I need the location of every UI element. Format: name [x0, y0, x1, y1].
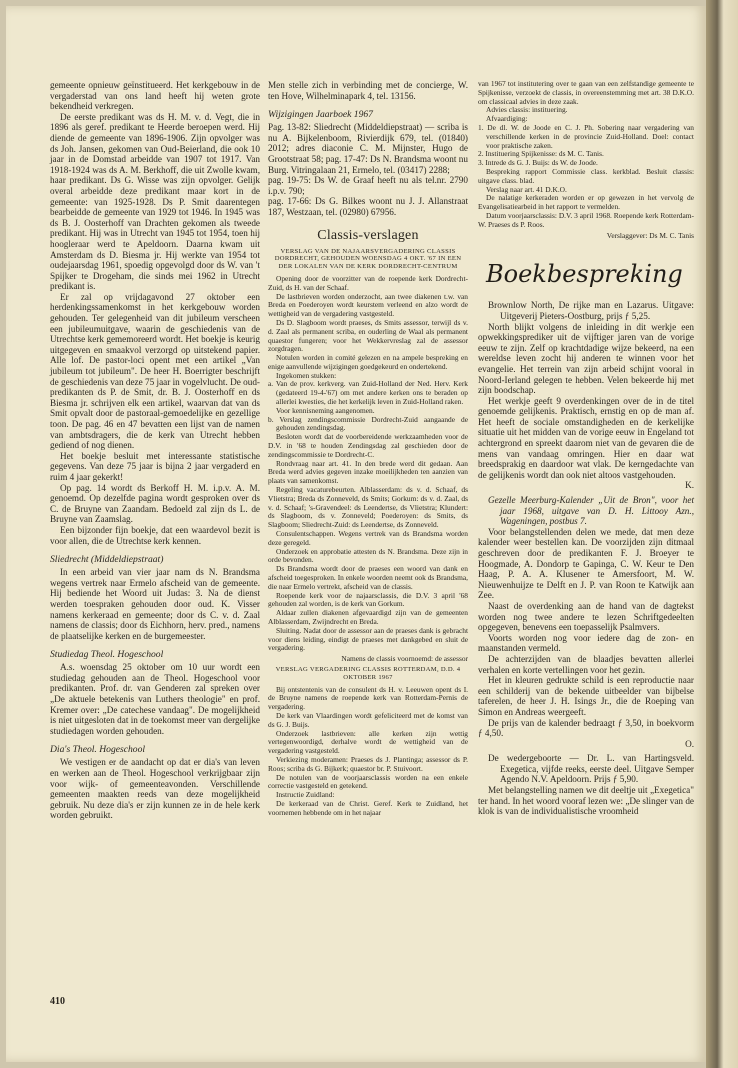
report-signature: Namens de classis voornoemd: de assessor [341, 654, 468, 664]
paragraph: North blijkt volgens de inleiding in dit werkje een opwekkingsprediker uit de vijftiger jaren van de vorige eeuw te zijn. Zelf op krachtdadige wijze bekeerd, na een wereldse leven zocht hij anderen te winnen voor het evangelie. Het terrein van zijn arbeid schijnt vooral in Noord-Ierland gelegen te hebben. Velen bekeerde hij met zijn boodschap. [478, 321, 694, 396]
report-line: Sluiting. Nadat door de assessor aan de praeses dank is gebracht voor diens leiding, eindigt de praeses met dankgebed en sluit de vergadering. [268, 625, 468, 653]
paragraph: De prijs van de kalender bedraagt ƒ 3,50, in boekvorm ƒ 4,50. [478, 717, 694, 739]
paragraph: Een bijzonder fijn boekje, dat een waardevol bezit is voor allen, die de Utrechtse kerk kennen. [50, 524, 260, 546]
report-line: De nalatige kerkeraden worden er op gewezen in het vervolg de Evangelisatiearbeid in het rapport te vermelden. [478, 193, 694, 212]
paragraph: De achterzijden van de blaadjes bevatten allerlei verhalen en korte vertellingen voor het gezin. [478, 653, 694, 675]
paragraph: Men stelle zich in verbinding met de concierge, W. ten Hove, Wilhelminapark 4, tel. 13156. [268, 80, 468, 101]
paragraph: Er zal op vrijdagavond 27 oktober een herdenkingssamenkomst in het kerkgebouw worden gehouden. Ter gelegenheid van dit jubileum verscheen een jubileumuitgave, waarin de geschiedenis van de Utrechtse kerk gememoreerd wordt. Het boekje is keurig uitgegeven en smaakvol verzorgd op uitstekend papier. Alle lof. De pastor-loci opent met een artikel „Van jubileum tot jubileum". De heer H. Boerrigter beschrijft de geschiedenis van deze 75 jaar in vogelvlucht. De oud-predikanten ds P. de Smit, dr. B. J. Oosterhoff en ds Biesma jr. schrijven elk een artikel, waarvan dat van ds Smit opvalt door de pastoraal-gemoedelijke en gezellige toon. De pag. 46 en 47 bevatten een lijst van de namen van ambtsdragers, die de kerk van Utrecht hebben gediend of nog dienen. [50, 291, 260, 451]
report-line: Onderzoek en approbatie attesten ds N. Brandsma. Deze zijn in orde bevonden. [268, 546, 468, 565]
report-line: Opening door de voorzitter van de roepende kerk Dordrecht-Zuid, ds H. van der Schaaf. [268, 273, 468, 292]
report-line: De kerkeraad van de Christ. Geref. Kerk te Zuidland, het voornemen hebbende om in het najaar [268, 798, 468, 817]
paragraph: Pag. 13-82: Sliedrecht (Middeldiepstraat) — scriba is nu A. Bijkelenboom, Rivierdijk 679, tel. (01840) 2012; adres diaconie C. M. Mijnster, Hugo de Grootstraat 58; pag. 17-47: Ds N. Brandsma woont nu Burg. Vitringalaan 21, Ermelo, tel. (03417) 2288; [268, 122, 468, 175]
page-number: 410 [50, 996, 65, 1007]
section-title-boekbespreking: Boekbespreking [486, 260, 683, 289]
report-line: Ds Brandsma wordt door de praeses een woord van dank en afscheid toegesproken. In enkele woorden neemt ook ds Brandsma, die naar Ermelo vertrekt, afscheid van de classis. [268, 564, 468, 591]
book-heading: Gezelle Meerburg-Kalender „Uit de Bron", voor het jaar 1968, uitgave van D. H. Littooy Azn., Wageningen, postbus 7. [488, 495, 694, 527]
report-line: Instructie Zuidland: [276, 790, 335, 800]
report-line: Consulentschappen. Wegens vertrek van ds Brandsma worden deze geregeld. [268, 529, 468, 547]
report-line: Datum voorjaarsclassis: D.V. 3 april 1968. Roepende kerk Rotterdam-W. Praeses ds P. Roos. [478, 210, 694, 229]
paragraph: De eerste predikant was ds H. M. v. d. Vegt, die in 1896 als geref. predikant te Heerde beroepen werd. Hij diende de gemeente van 1896-1906. Zijn opvolger was ds Joh. Jansen, gekomen van Oud-Beierland, die ook 10 jaar in de Domstad arbeidde van 1907 tot 1917. Van 1918-1924 was ds A. M. Berkhoff, die uit Zwolle kwam, haar predikant. Ds G. Wisse was zijn opvolger. Gelijk overal arbeidde deze predikant maar kort in de gemeente: van 1925-1928. Ds P. Smit daarentegen bearbeidde de gemeente van 1929 tot 1946. In 1945 was ds B. J. Oosterhoff van Drachten gekomen als tweede predikant. Hij was in Utrecht van 1945 tot 1954, toen hij hoogleraar werd te Apeldoorn. Daarna kwam uit Amsterdam ds D. Biesma jr. Hij werkte van 1954 tot oudejaarsdag 1961, spoedig opgevolgd door ds W. van 't Spijker te Drogeham, die sinds mei 1962 in Utrecht predikant is. [50, 111, 260, 292]
paragraph: Op pag. 14 wordt ds Berkoff H. M. i.p.v. A. M. genoemd. Op dezelfde pagina wordt gesproken over ds C. de Bruyne van Zaandam. Bedoeld zal zijn ds L. de Bruyne van Zaamslag. [50, 482, 260, 525]
report-line: Onderzoek lastbrieven: alle kerken zijn wettig vertegenwoordigd, derhalve wordt de wettigheid van de vergadering vastgesteld. [268, 728, 468, 756]
paragraph: pag. 17-66: Ds G. Bilkes woont nu J. J. Allanstraat 187, Westzaan, tel. (02980) 67956. [268, 196, 468, 217]
paragraph: Met belangstelling namen we dit deeltje uit „Exegetica" ter hand. In het woord vooraf lezen we: „De slinger van de klok is van de individualistische vroomheid [478, 785, 694, 817]
report-line: Afvaardiging: [486, 114, 528, 124]
review-initial: K. [685, 480, 694, 491]
paragraph: A.s. woensdag 25 oktober om 10 uur wordt een studiedag gehouden aan de Theol. Hogeschool voor predikanten. Prof. dr. van Genderen zal spreken over „De aktuele betekenis van Luthers theologie" en prof. Kremer over: „De catechese vandaag". De mogelijkheid is niet uitgesloten dat in de toekomst meer van dergelijke studiedagen worden gehouden. [50, 662, 260, 736]
report-line: Regeling vacaturebeurten. Alblasserdam: ds v. d. Schaaf, ds Vlietstra; Breda ds Zonneveld, ds Smits; Gorkum: ds v. d. Zaal, ds v. d. Schaaf; 's-Gravendeel: ds Leendertse, ds Vlietstra; Klundert: ds Slagboom, ds v. Zonneveld; Poederoyen: ds Smits, ds Slagboom; Sliedrecht-Zuid: ds Leendertse, ds Zonneveld. [268, 485, 468, 530]
book-heading: De wedergeboorte — Dr. L. van Hartingsveld. Exegetica, vijfde reeks, eerste deel. Uitgave Semper Agendo N.V. Apeldoorn. Prijs ƒ 5,90. [488, 753, 694, 785]
paragraph: Het in kleuren gedrukte schild is een reproductie naar een schilderij van de bekende uitbeelder van bijbelse taferelen, de heer J. H. Isings Jr., die de Roeping van Simon en Andreas weergeeft. [478, 675, 694, 717]
report-line: Roepende kerk voor de najaarsclassis, die D.V. 3 april '68 gehouden zal worden, is de kerk van Gorkum. [268, 590, 468, 609]
paragraph: Voor belangstellenden delen we mede, dat men deze kalender weer bestellen kan. De voorzijden zijn ditmaal geschreven door de predikanten F. J. Broeyer te Hoogmade, A. Dondorp te Gapinga, C. W. Keur te Den Haag, P. A. A. Klusener te Amersfoort, M. W. Nieuwenhuijze te Delft en J. P. van Roon te Katwijk aan Zee. [478, 526, 694, 601]
paragraph: Het boekje besluit met interessante statistische gegevens. Van deze 75 jaar is bijna 2 jaar vergaderd en ruim 4 jaar gekerkt! [50, 450, 260, 482]
report-line: Advies classis: instituering. [486, 105, 568, 115]
report-line: Ds D. Slagboom wordt praeses, ds Smits assessor, terwijl ds v. d. Zaal als permanent scriba, en ouderling de Waal als permanent quaestor fungeren; voor het Wekkervreslag zal de assessor zorgdragen. [268, 317, 468, 354]
section-heading-dias: Dia's Theol. Hogeschool [50, 744, 146, 756]
report-line: 3. Intrede ds G. J. Buijs: ds W. de Joode. [478, 158, 598, 168]
review-initial: O. [685, 738, 694, 749]
section-heading-sliedrecht: Sliedrecht (Middeldiepstraat) [50, 554, 164, 566]
column-right [478, 80, 694, 817]
paragraph: We vestigen er de aandacht op dat er dia's van leven en werken aan de Theol. Hogeschool verkrijgbaar zijn voor wijk- of gemeenteavonden. Verschillende gemeenten maakten reeds van deze mogelijkheid gebruik. Nu deze dia's er zijn kunnen ze in de hele kerk worden gebruikt. [50, 757, 260, 821]
report-heading-dordrecht: VERSLAG VAN DE NAJAARSVERGADERING CLASSIS DORDRECHT, GEHOUDEN WOENSDAG 4 OKT. '67 IN EEN DER LOKALEN VAN DE KERK DORDRECHT-CENTRUM [274, 247, 462, 271]
report-line: Notulen worden in comité gelezen en na ampele bespreking en enige aanvullende wijzigingen goedgekeurd en ondertekend. [268, 353, 468, 371]
report-line: Aldaar zullen diakenen afgevaardigd zijn van de gemeenten Alblasserdam, Zwijndrecht en Breda. [268, 608, 468, 626]
paragraph: gemeente opnieuw geïnstitueerd. Het kerkgebouw in de vergaderstad van ons land heeft hij weten grote bekendheid verkregen. [50, 80, 260, 112]
section-heading-wijzigingen: Wijzigingen Jaarboek 1967 [268, 109, 373, 121]
report-line: van 1967 tot institutering over te gaan van een zelfstandige gemeente te Spijkenisse, verzoekt de classis, in overeenstemming met art. 38 D.K.O. om classicaal advies in deze zaak. [478, 79, 694, 106]
report-line: b. Verslag zendingscommissie Dordrecht-Zuid aangaande de gehouden zendingsdag. [268, 414, 468, 433]
report-line: De notulen van de voorjaarsclassis worden na een enkele correctie vastgesteld en getekend. [268, 772, 468, 791]
report-line: Besloten wordt dat de voorbereidende werkzaamheden voor de D.V. in '68 te houden Zendingsdag zal geschieden door de zendingscommissie te Dordrecht-C. [268, 432, 468, 459]
report-line: 1. De dl. W. de Joode en C. J. Ph. Sobering naar vergadering van verschillende kerken in de provincie Zuid-Holland. Doel: contact voor praktische zaken. [478, 122, 694, 150]
section-title-classis: Classis-verslagen [317, 227, 419, 243]
section-heading-studiedag: Studiedag Theol. Hogeschool [50, 649, 164, 661]
book-heading: Brownlow North, De rijke man en Lazarus. Uitgave: Uitgeverij Pieters-Oostburg, prijs ƒ 5,25. [488, 300, 694, 321]
paragraph: In een arbeid van vier jaar nam ds N. Brandsma wegens vertrek naar Ermelo afscheid van de gemeente. Hij bediende het Woord uit Judas: 3. Na de dienst werden toespraken gehouden door oud. K. Visser namens kerkeraad en gemeente; door ds C. v. d. Zaal namens de classis; door ds Eichhorn, herv. pred., namens de plaatselijke kerken en de burgemeester. [50, 567, 260, 641]
report-line: 2. Instituering Spijkenisse: ds M. C. Tanis. [478, 149, 604, 159]
report-line: De lastbrieven worden onderzocht, aan twee diakenen t.w. van Breda en Poederoyen wordt keurstem verleend en alzo wordt de wettigheid van de vergadering vastgesteld. [268, 291, 468, 319]
paragraph: Het werkje geeft 9 overdenkingen over de in de titel genoemde gelijkenis. Praktisch, ernstig en op de man af. Het heeft de sociale omstandigheden en de kerkelijke situatie uit het midden van de vorige eeuw in Engeland tot achtergrond en spreekt daarom niet van de gevaren die de mens van vandaag omringen. Hier en daar wat breedsprakig en daardoor wat vlak. De kerngedachte van de gelijkenis wordt dan ook niet altoos vastgehouden. [478, 395, 694, 480]
report-line: Bespreking rapport Commissie class. kerkblad. Besluit classis: uitgave class. blad. [478, 166, 694, 185]
report-signature: Verslaggever: Ds M. C. Tanis [606, 230, 694, 240]
report-line: Ingekomen stukken: [276, 370, 337, 380]
report-heading-rotterdam: VERSLAG VERGADERING CLASSIS ROTTERDAM, D.D. 4 OKTOBER 1967 [275, 665, 461, 681]
report-line: a. Van de prov. kerkverg. van Zuid-Holland der Ned. Herv. Kerk (gedateerd 19-4-'67) om met andere kerken ons te beraden op allerlei kwesties, die het kerkelijk leven in Zuid-Holland raken. [268, 379, 468, 407]
paragraph: Naast de overdenking aan de hand van de dagtekst worden nog twee andere te lezen Schriftgedeelten opgegeven, benevens een toepasselijk Psalmvers. [478, 600, 694, 633]
paragraph: Voorts worden nog voor iedere dag de zon- en maanstanden vermeld. [478, 632, 694, 654]
report-line: Bij ontstentenis van de consulent ds H. v. Leeuwen opent ds I. de Bruyne namens de roepende kerk van Rotterdam-Pernis de vergadering. [268, 684, 468, 712]
report-line: De kerk van Vlaardingen wordt gefeliciteerd met de komst van ds G. J. Buijs. [268, 710, 468, 729]
report-line: Voor kennisneming aangenomen. [276, 405, 375, 415]
column-left [50, 80, 260, 821]
report-line: Rondvraag naar art. 41. In den brede werd dit gedaan. Aan Breda werd advies gegeven inzake moeilijkheden ten aanzien van plaats van samenkomst. [268, 458, 468, 486]
report-line: Verslag naar art. 41 D.K.O. [486, 184, 567, 194]
paragraph: pag. 19-75: Ds W. de Graaf heeft nu als tel.nr. 2790 i.p.v. 790; [268, 175, 468, 196]
book-spine [706, 0, 738, 1068]
column-middle [268, 80, 468, 818]
report-line: Verkiezing moderamen: Praeses ds J. Plantinga; assessor ds P. Roos; scriba ds G. Bijkerk; quaestor br. P. Stuivoort. [268, 754, 468, 773]
